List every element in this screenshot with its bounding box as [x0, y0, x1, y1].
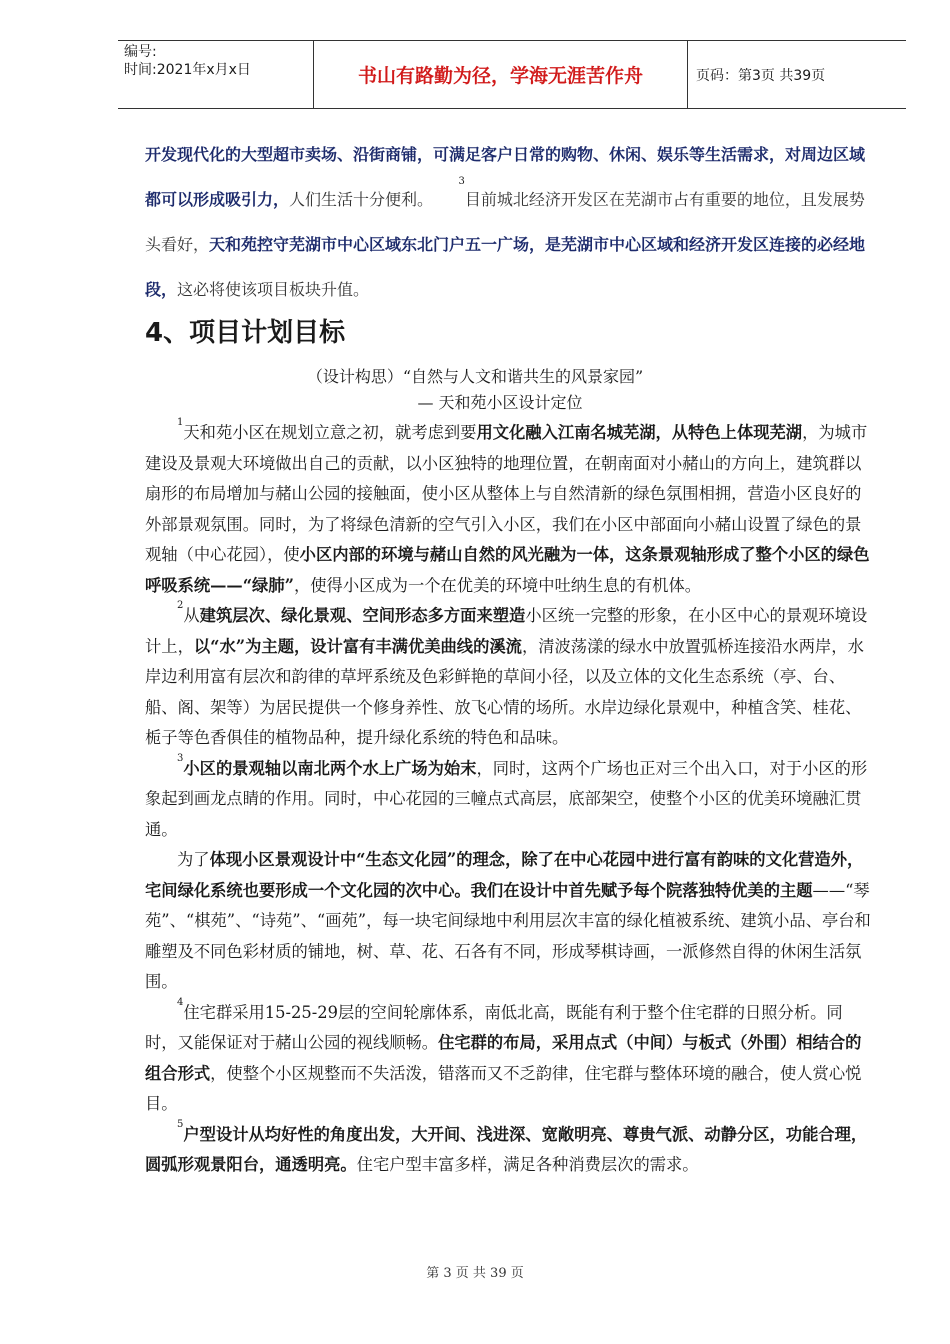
intro-text-2: 目前城北经济开发区在芜湖市占有重要的地位，且发展势头看好， [145, 190, 865, 254]
intro-paragraph [145, 132, 873, 312]
doc-time-label: 时间:2021年x月x日 [124, 62, 251, 78]
text: ，为城市建设及景观大环境做出自己的贡献，以小区独特的地理位置，在朝南面对小赭山的方向上，建筑群以扇形的布局增加与赭山公园的接触面，使小区从整体上与自然清新的绿色氛围相拥，营造小区良好的外部景观氛围。同时，为了将绿色清新的空气引入小区，我们在小区中部面向小赭山设置了绿色的景观轴（中心花园），使 [145, 423, 868, 564]
emphasis: 户型设计从均好性的角度出发，大开间、浅进深、宽敞明亮、尊贵气派、动静分区，功能合理，圆弧形观景阳台，通透明亮。 [145, 1124, 868, 1174]
emphasis: 体现小区景观设计中“生态文化园”的理念，除了在中心花园中进行富有韵味的文化营造外，宅间绿化系统也要形成一个文化园的次中心。我们在设计中首先赋予每个院落独特优美的主题 [145, 850, 864, 900]
header-motto: 书山有路勤为径，学海无涯苦作舟 [314, 41, 688, 108]
design-subtitle-2: — 天和苑小区设计定位 [417, 393, 583, 412]
emphasis: 以“水”为主题，设计富有丰满优美曲线的溪流 [193, 636, 522, 656]
section-heading: 4、项目计划目标 [145, 318, 346, 348]
footnote-mark: 3 [177, 752, 184, 764]
intro-text-1: 人们生活十分便利。 [289, 190, 434, 209]
design-subtitle: （设计构思）“自然与人文和谐共生的风景家园” [306, 367, 644, 386]
footnote-mark: 1 [177, 417, 184, 428]
page-footer: 第 3 页 共 39 页 [426, 1266, 524, 1281]
text: ，同时，这两个广场也正对三个出入口，对于小区的形象起到画龙点睛的作用。同时，中心花园的三幢点式高层，底部架空，使整个小区的优美环境融汇贯通。 [145, 758, 868, 839]
emphasis: 小区的景观轴以南北两个水上广场为始末 [183, 758, 477, 778]
paragraph-6 [145, 1120, 873, 1181]
emphasis: 用文化融入江南名城芜湖，从特色上体现芜湖 [476, 423, 803, 442]
doc-number-label: 编号: [124, 44, 157, 60]
header-page-info: 页码：第3页 共39页 [696, 67, 826, 84]
text: 为了 [177, 850, 210, 869]
intro-footnote-mark: 3 [458, 176, 465, 187]
text: ，清波荡漾的绿水中放置弧桥连接沿水两岸，水岸边利用富有层次和韵律的草坪系统及色彩鲜艳的草间小径，以及立体的文化生态系统（亭、台、船、阁、架等）为居民提供一个修身养性、放飞心情的场所。水岸边绿化景观中，种植含笑、桂花、栀子等色香俱佳的植物品种，提升绿化系统的特色和品味。 [145, 636, 864, 747]
text: 从 [183, 606, 200, 625]
paragraph-5 [145, 998, 873, 1120]
emphasis: 小区内部的环境与赭山自然的风光融为一体，这条景观轴形成了整个小区的绿色呼吸系统——“绿肺” [145, 545, 870, 595]
text: ，使得小区成为一个在优美的环境中吐纳生息的有机体。 [293, 575, 702, 595]
text: 住宅群采用15-25-29层的空间轮廓体系，南低北高，既能有利于整个住宅群的日照分析。同时，又能保证对于赭山公园的视线顺畅。 [145, 1002, 843, 1052]
text: ——“琴苑”、“棋苑”、“诗苑”、“画苑”，每一块宅间绿地中利用层次丰富的绿化植被系统、建筑小品、亭台和雕塑及不同色彩材质的铺地，树、草、花、石各有不同，形成琴棋诗画，一派修然自得的休闲生活氛围。 [145, 880, 871, 991]
paragraph-3 [145, 754, 873, 846]
page-header [118, 40, 906, 109]
text: ，使整个小区规整而不失活泼，错落而又不乏韵律，住宅群与整体环境的融合，使人赏心悦目。 [145, 1063, 862, 1113]
body-text [145, 418, 873, 1181]
header-meta [118, 41, 314, 108]
paragraph-1 [145, 418, 873, 601]
footnote-mark: 4 [177, 996, 184, 1008]
intro-text-3: 这必将使该项目板块升值。 [177, 280, 370, 299]
emphasis: 住宅群的布局，采用点式（中间）与板式（外围）相结合的组合形式 [145, 1033, 862, 1083]
intro-emphasis-1: 开发现代化的大型超市卖场、沿街商铺，可满足客户日常的购物、休闲、娱乐等生活需求，对周边区域都可以形成吸引力， [145, 145, 866, 209]
paragraph-2 [145, 601, 873, 754]
text: 天和苑小区在规划立意之初，就考虑到要 [183, 423, 477, 442]
paragraph-4 [145, 845, 873, 998]
intro-emphasis-2: 天和苑控守芜湖市中心区域东北门户五一广场，是芜湖市中心区域和经济开发区连接的必经地段， [145, 235, 866, 299]
footnote-mark: 2 [177, 600, 184, 611]
emphasis: 建筑层次、绿化景观、空间形态多方面来塑造 [199, 606, 526, 625]
text: 小区统一完整的形象，在小区中心的景观环境设计上， [145, 606, 868, 656]
text: 住宅户型丰富多样，满足各种消费层次的需求。 [356, 1155, 699, 1174]
footnote-mark: 5 [177, 1118, 184, 1130]
